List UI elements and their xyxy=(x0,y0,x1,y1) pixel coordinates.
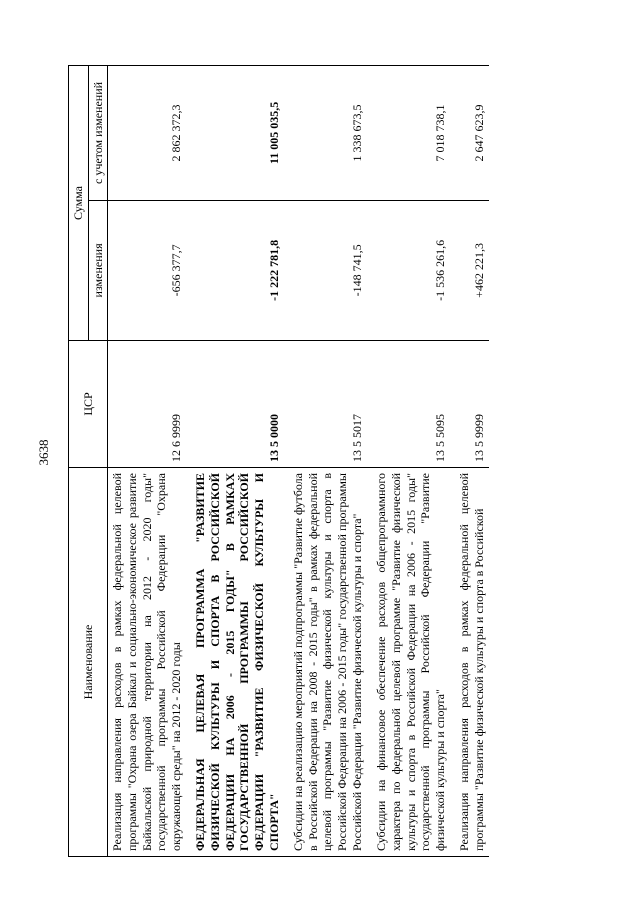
row-name: Реализация направления расходов в рамках федеральной целевой программы "Охрана озера Байкал и социально-экономическое развитие Байкальской природной территории на 2012 - 2020 годы" государственной программы Российской Федерации "Охрана окружающей среды" на 2012 - 2020 годы xyxy=(108,468,186,857)
row-total: 2 647 623,9 xyxy=(455,66,488,201)
row-total: 1 338 673,5 xyxy=(289,66,366,201)
row-total: 11 005 035,5 xyxy=(191,66,283,201)
header-changes: изменения xyxy=(88,200,108,340)
row-changes: -148 741,5 xyxy=(289,200,366,340)
table-row xyxy=(108,66,186,857)
row-csr: 12 6 9999 xyxy=(108,340,186,467)
table-row xyxy=(372,66,449,857)
table-row xyxy=(191,66,283,857)
header-with-changes: с учетом изменений xyxy=(88,66,108,201)
row-changes: -1 536 261,6 xyxy=(372,200,449,340)
table-row xyxy=(289,66,366,857)
header-sum: Сумма xyxy=(69,66,89,341)
row-changes: -1 222 781,8 xyxy=(191,200,283,340)
row-total: 2 862 372,3 xyxy=(108,66,186,201)
row-changes: -656 377,7 xyxy=(108,200,186,340)
row-total: 7 018 738,1 xyxy=(372,66,449,201)
budget-table xyxy=(68,65,489,857)
page-number: 3638 xyxy=(36,439,51,466)
row-csr: 13 5 5095 xyxy=(372,340,449,467)
row-csr: 13 5 9999 xyxy=(455,340,488,467)
row-name: Субсидии на реализацию мероприятий подпрограммы "Развитие футбола в Российской Федерации на 2008 - 2015 годы" в рамках федеральной целевой программы "Развитие физической культуры и спорта в Российской Федерации на 2006 - 2015 годы" государственной программы Российской Федерации "Развитие физической культуры и спорта" xyxy=(289,468,366,857)
row-name: Реализация направления расходов в рамках федеральной целевой программы "Развитие физической культуры и спорта в Российской xyxy=(455,468,488,857)
row-csr: 13 5 5017 xyxy=(289,340,366,467)
row-name: ФЕДЕРАЛЬНАЯ ЦЕЛЕВАЯ ПРОГРАММА "РАЗВИТИЕ ФИЗИЧЕСКОЙ КУЛЬТУРЫ И СПОРТА В РОССИЙСКОЙ ФЕДЕРАЦИИ НА 2006 - 2015 ГОДЫ" В РАМКАХ ГОСУДАРСТВЕННОЙ ПРОГРАММЫ РОССИЙСКОЙ ФЕДЕРАЦИИ "РАЗВИТИЕ ФИЗИЧЕСКОЙ КУЛЬТУРЫ И СПОРТА" xyxy=(191,468,283,857)
table-row xyxy=(455,66,488,857)
row-name: Субсидии на финансовое обеспечение расходов общепрограммного характера по федеральной целевой программе "Развитие физической культуры и спорта в Российской Федерации на 2006 - 2015 годы" государственной программы Российской Федерации "Развитие физической культуры и спорта" xyxy=(372,468,449,857)
header-name: Наименование xyxy=(69,468,108,857)
header-csr: ЦСР xyxy=(69,340,108,467)
row-changes: +462 221,3 xyxy=(455,200,488,340)
row-csr: 13 5 0000 xyxy=(191,340,283,467)
